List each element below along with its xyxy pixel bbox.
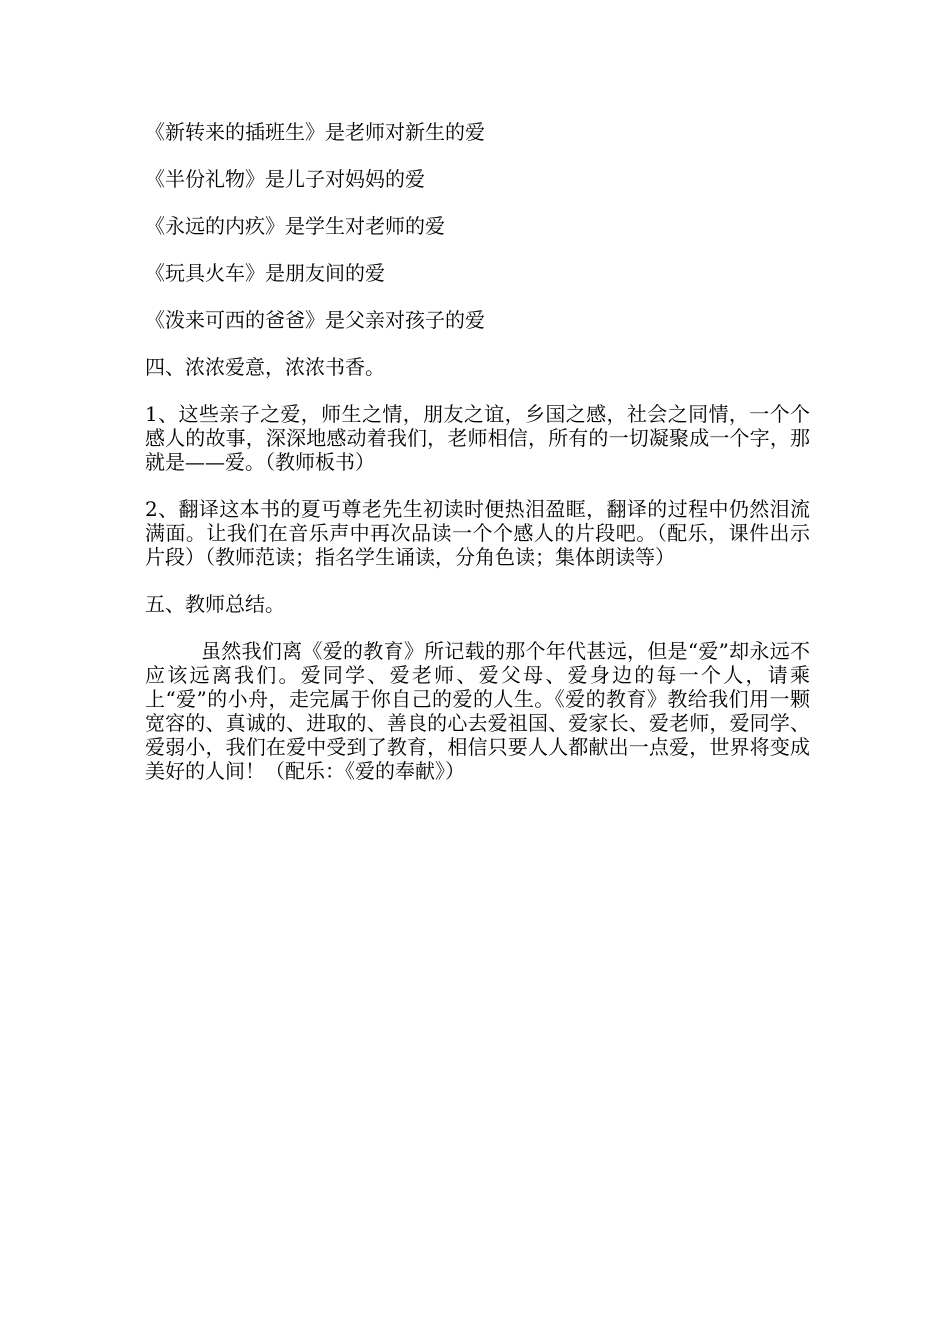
story-line-4: 《玩具火车》是朋友间的爱 [145, 261, 385, 285]
story-line-5: 《泼来可西的爸爸》是父亲对孩子的爱 [145, 308, 485, 332]
story-line-2: 《半份礼物》是儿子对妈妈的爱 [145, 167, 425, 191]
document-content [145, 120, 810, 806]
section-five-heading: 五、教师总结。 [145, 592, 285, 616]
section-four-item-1: 1、这些亲子之爱，师生之情，朋友之谊，乡国之感，社会之同情，一个个感人的故事，深深地感动着我们，老师相信，所有的一切凝聚成一个字，那就是——爱。（教师板书） [145, 402, 810, 474]
section-four-item-2: 2、翻译这本书的夏丏尊老先生初读时便热泪盈眶，翻译的过程中仍然泪流满面。让我们在音乐声中再次品读一个个感人的片段吧。（配乐，课件出示片段）（教师范读；指名学生诵读，分角色读；集体朗读等） [145, 497, 810, 569]
story-line-3: 《永远的内疚》是学生对老师的爱 [145, 214, 445, 238]
section-five-body: 虽然我们离《爱的教育》所记载的那个年代甚远，但是“爱”却永远不应该远离我们。爱同学、爱老师、爱父母、爱身边的每一个人，请乘上“爱”的小舟，走完属于你自己的爱的人生。《爱的教育》教给我们用一颗宽容的、真诚的、进取的、善良的心去爱祖国、爱家长、爱老师，爱同学、爱弱小，我们在爱中受到了教育，相信只要人人都献出一点爱，世界将变成美好的人间！（配乐：《爱的奉献》） [145, 639, 810, 783]
story-line-1: 《新转来的插班生》是老师对新生的爱 [145, 120, 485, 144]
section-four-heading: 四、浓浓爱意，浓浓书香。 [145, 355, 385, 379]
